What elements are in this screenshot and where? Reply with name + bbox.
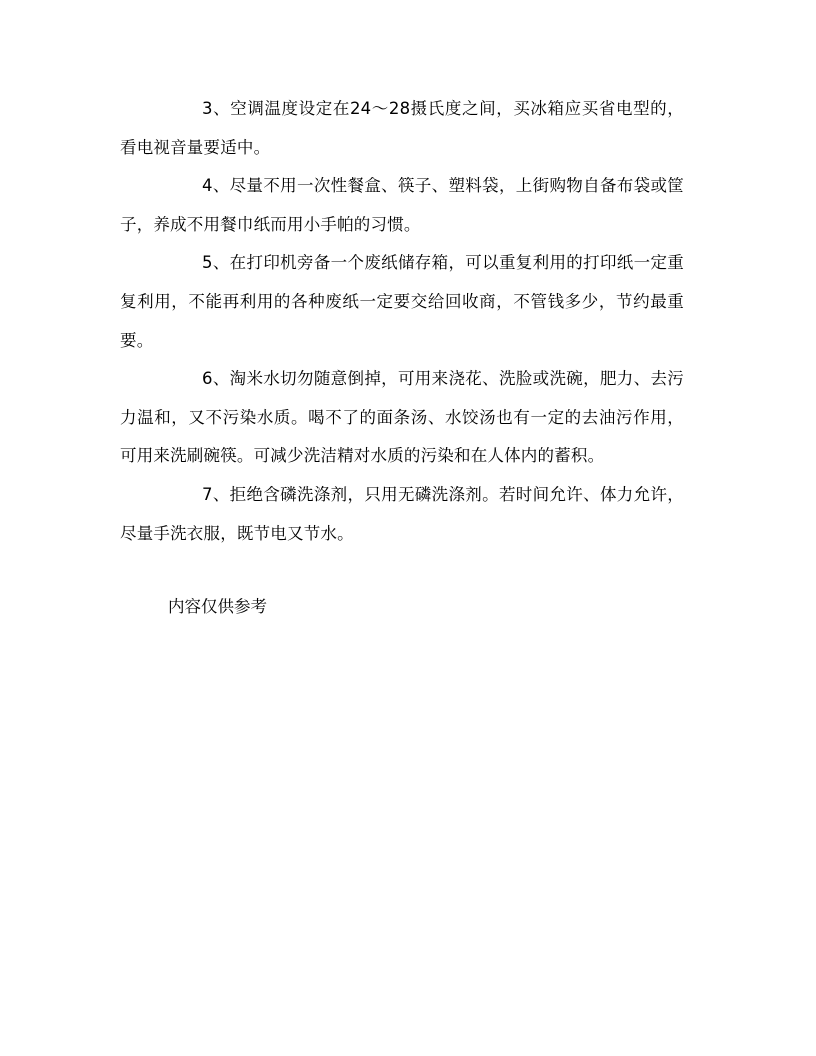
paragraph-item-4: 4、尽量不用一次性餐盒、筷子、塑料袋，上街购物自备布袋或筐子，养成不用餐巾纸而用小手帕的习惯。 bbox=[120, 176, 684, 234]
paragraph-item-5: 5、在打印机旁备一个废纸储存箱，可以重复利用的打印纸一定重复利用，不能再利用的各种废纸一定要交给回收商，不管钱多少，节约最重要。 bbox=[120, 253, 684, 350]
paragraph-item-7: 7、拒绝含磷洗涤剂，只用无磷洗涤剂。若时间允许、体力允许，尽量手洗衣服，既节电又节水。 bbox=[120, 484, 684, 543]
document-body bbox=[120, 90, 684, 553]
paragraph-item-3: 3、空调温度设定在24～28摄氏度之间，买冰箱应买省电型的，看电视音量要适中。 bbox=[120, 99, 684, 157]
paragraph-item-6: 6、淘米水切勿随意倒掉，可用来浇花、洗脸或洗碗，肥力、去污力温和，又不污染水质。喝不了的面条汤、水饺汤也有一定的去油污作用，可用来洗刷碗筷。可减少洗洁精对水质的污染和在人体内的蓄积。 bbox=[120, 369, 684, 466]
reference-note: 内容仅供参考 bbox=[168, 597, 267, 616]
